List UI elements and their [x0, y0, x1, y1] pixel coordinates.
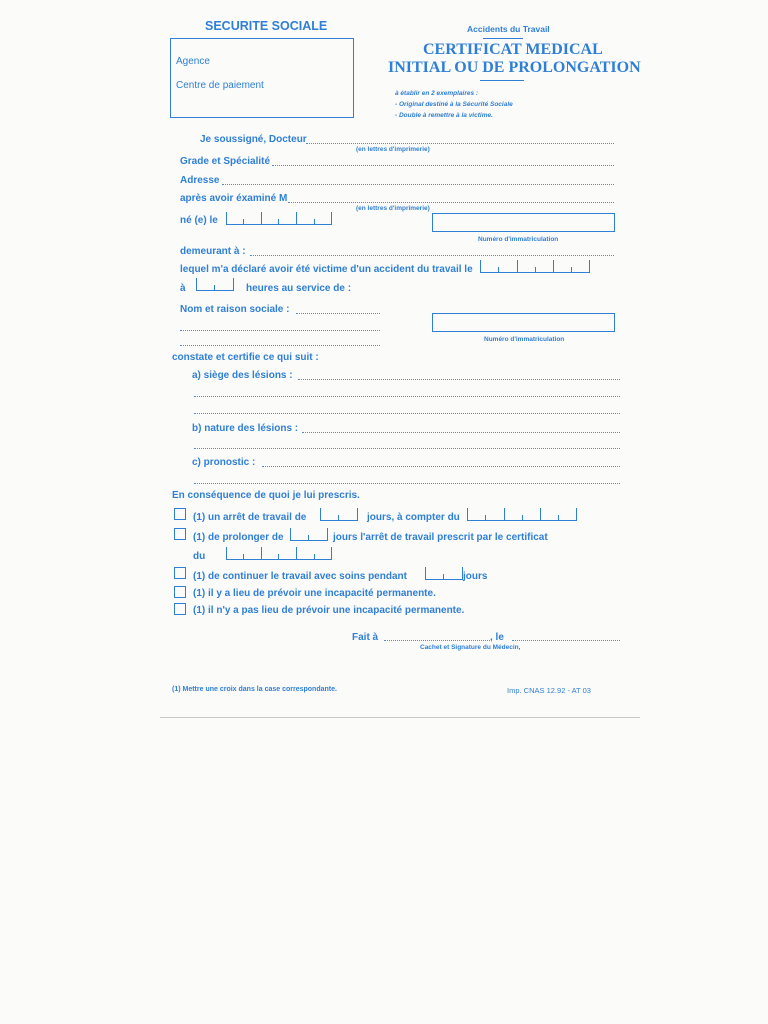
adresse-label: Adresse	[180, 175, 220, 186]
pronostic-label: c) pronostic :	[192, 457, 256, 468]
date-line[interactable]	[512, 640, 620, 641]
constate-label: constate et certifie ce qui suit :	[172, 352, 319, 363]
siege-line-1[interactable]	[298, 379, 620, 380]
siege-label: a) siège des lésions :	[192, 370, 293, 381]
opt1-label-b: jours, à compter du	[367, 512, 460, 523]
le-label: , le	[490, 632, 504, 643]
agency-box	[170, 38, 354, 118]
opt5-label: (1) il n'y a pas lieu de prévoir une incapacité permanente.	[193, 605, 465, 616]
nom-raison-line-3[interactable]	[180, 345, 380, 346]
opt3-label-b: jours	[463, 571, 488, 582]
fait-a-label: Fait à	[352, 632, 379, 643]
title-underline	[480, 80, 524, 81]
opt3-label-a: (1) de continuer le travail avec soins pendant	[193, 571, 407, 582]
agence-label: Agence	[176, 56, 210, 67]
grade-line[interactable]	[272, 165, 614, 166]
adresse-line[interactable]	[222, 184, 614, 185]
prolonger-jours-boxes[interactable]	[290, 528, 328, 541]
checkbox-incapacite-oui[interactable]	[174, 586, 186, 598]
category-underline	[483, 38, 523, 39]
page-divider	[160, 717, 640, 718]
heures-label: heures au service de :	[246, 283, 352, 294]
docteur-label: Je soussigné, Docteur	[200, 134, 307, 145]
nom-raison-line-1[interactable]	[296, 313, 380, 314]
centre-paiement-label: Centre de paiement	[176, 80, 264, 91]
organization-title: SECURITE SOCIALE	[205, 19, 328, 33]
numero-label-2: Numéro d'immatriculation	[484, 336, 565, 343]
certificat-date-boxes[interactable]	[226, 547, 332, 560]
examine-line[interactable]	[288, 202, 614, 203]
copy-double: - Double à remettre à la victime.	[395, 112, 493, 119]
form-title-line1: CERTIFICAT MEDICAL	[423, 41, 603, 58]
arret-date-boxes[interactable]	[467, 508, 577, 521]
numero-label-1: Numéro d'immatriculation	[478, 236, 559, 243]
siege-line-3[interactable]	[194, 413, 620, 414]
docteur-line[interactable]	[306, 143, 614, 144]
opt1-label-a: (1) un arrêt de travail de	[193, 512, 307, 523]
checkbox-arret[interactable]	[174, 508, 186, 520]
demeurant-line[interactable]	[250, 255, 614, 256]
nom-raison-label: Nom et raison sociale :	[180, 304, 290, 315]
copy-original: - Original destiné à la Sécurité Sociale	[395, 101, 513, 108]
opt2-label-b: jours l'arrêt de travail prescrit par le certificat	[333, 532, 548, 543]
immatriculation-box-2[interactable]	[432, 313, 615, 332]
opt2-label-a: (1) de prolonger de	[193, 532, 284, 543]
cachet-label: Cachet et Signature du Médecin,	[420, 644, 521, 651]
footer-note: (1) Mettre une croix dans la case correspondante.	[172, 686, 337, 693]
birthdate-boxes[interactable]	[226, 212, 332, 225]
prescription-intro: En conséquence de quoi je lui prescris.	[172, 490, 360, 501]
opt4-label: (1) il y a lieu de prévoir une incapacité permanente.	[193, 588, 436, 599]
arret-jours-boxes[interactable]	[320, 508, 358, 521]
accident-date-boxes[interactable]	[480, 260, 590, 273]
siege-line-2[interactable]	[194, 396, 620, 397]
footer-ref: Imp. CNAS 12.92 - AT 03	[507, 686, 591, 695]
heure-boxes[interactable]	[196, 278, 234, 291]
nom-raison-line-2[interactable]	[180, 330, 380, 331]
nature-line-2[interactable]	[194, 448, 620, 449]
pronostic-line-2[interactable]	[194, 483, 620, 484]
copies-note: à établir en 2 exemplaires :	[395, 90, 479, 97]
examine-label: après avoir éxaminé M	[180, 193, 288, 204]
checkbox-incapacite-non[interactable]	[174, 603, 186, 615]
checkbox-continuer[interactable]	[174, 567, 186, 579]
a-label: à	[180, 283, 186, 294]
demeurant-label: demeurant à :	[180, 246, 246, 257]
ne-le-label: né (e) le	[180, 215, 218, 226]
nature-label: b) nature des lésions :	[192, 423, 299, 434]
lettres-note-2: (en lettres d'imprimerie)	[356, 205, 430, 212]
grade-label: Grade et Spécialité	[180, 156, 271, 167]
immatriculation-box-1[interactable]	[432, 213, 615, 232]
category-label: Accidents du Travail	[467, 24, 550, 34]
nature-line-1[interactable]	[302, 432, 620, 433]
form-title-line2: INITIAL OU DE PROLONGATION	[388, 59, 641, 76]
fait-a-line[interactable]	[384, 640, 490, 641]
opt2-du-label: du	[193, 551, 206, 562]
soins-jours-boxes[interactable]	[425, 567, 463, 580]
victime-label: lequel m'a déclaré avoir été victime d'un accident du travail le	[180, 264, 473, 275]
lettres-note-1: (en lettres d'imprimerie)	[356, 146, 430, 153]
checkbox-prolonger[interactable]	[174, 528, 186, 540]
pronostic-line-1[interactable]	[262, 466, 620, 467]
